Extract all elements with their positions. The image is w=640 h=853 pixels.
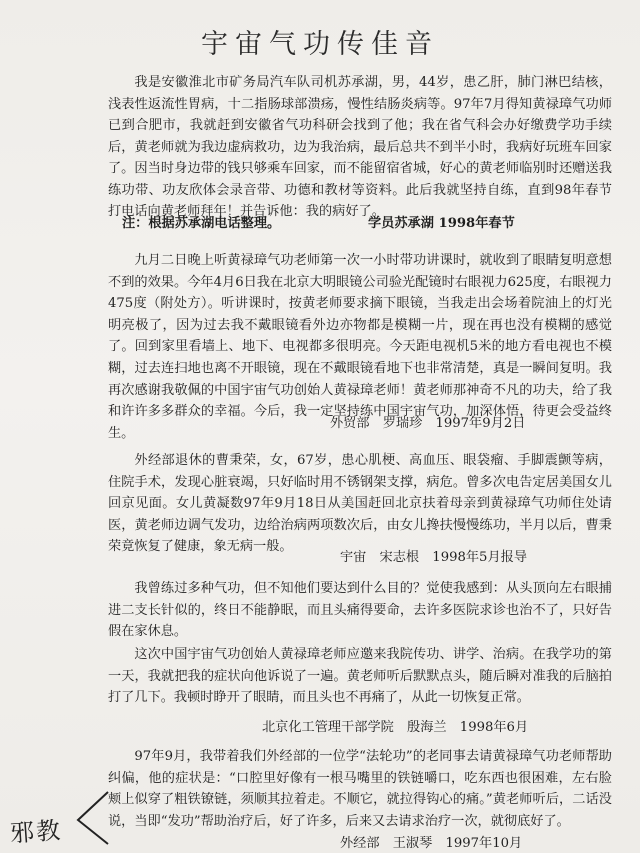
testimonial-4-paragraph-2: 这次中国宇宙气功创始人黄禄璋老师应邀来我院传功、讲学、治病。在我学功的第一天，我就把我的症状向他诉说了一遍。黄老师听后默默点头，随后瞬对准我的后脑拍打了几下。我顿时睁开了眼睛，而且头也不再痛了，从此一切恢复正常。 [108,647,612,706]
testimonial-5-signature: 外经部 王淑琴 1997年10月 [340,836,523,851]
handwritten-margin-annotation: 邪教 [9,816,64,848]
testimonial-2-paragraph: 九月二日晚上听黄禄璋气功老师第一次一小时带功讲课时，就收到了眼睛复明意想不到的效果。今年4月6日我在北京大明眼镜公司验光配镜时右眼视力625度，右眼视力475度（附处方）。听讲课时，按黄老师要求摘下眼镜，当我走出会场着院油上的灯光明亮极了，因为过去我不戴眼镜看外边亦物都是模糊一片，现在再也没有模糊的感觉了。回到家里看墙上、地下、电视都多很明亮。今天距电视机5米的地方看电视也不模糊，过去连扫地也离不开眼镜，现在不戴眼镜看地下也非常清楚，真是一瞬间复明。我再次感谢我敬佩的中国宇宙气功创始人黄禄璋老师！黄老师那神奇不凡的功夫，给了我和许许多多群众的幸福。今后，我一定坚持练中国宇宙气功，加深体悟，待更会受益终生。 [108,253,612,441]
testimonial-2-signature: 外贸部 罗瑞珍 1997年9月2日 [330,416,526,431]
testimonial-3-paragraph: 外经部退休的曹秉荣，女，67岁，患心肌梗、高血压、眼袋瘤、手脚震颤等病，住院手术，发现心脏衰竭，只好临时用不锈钢架支撑，病危。曾多次电告定居美国女儿回京见面。女儿黄凝数97年9月18日从美国赶回北京扶着母亲到黄禄璋气功师住处请医，黄老师边调气发功，边给治病两项数次后，由女儿搀扶慢慢练功，半月以后，曹秉荣竟恢复了健康，象无病一般。 [108,453,612,555]
testimonial-1-signature: 学员苏承湖 1998年春节 [368,216,515,231]
testimonial-4-paragraph-1: 我曾练过多种气功，但不知他们要达到什么目的？觉使我感到：从头顶向左右眼捕进二支长针似的，终日不能静眠，而且头痛得要命，去许多医院求诊也治不了，只好告假在家休息。 [108,581,612,640]
testimonial-5-paragraph: 97年9月，我带着我们外经部的一位学“法轮功”的老同事去请黄禄璋气功老师帮助纠偏，他的症状是：“口腔里好像有一根马嘴里的铁链嚼口，吃东西也很困难，左右脸颊上似穿了粗铁镣链，须顺其拉着走。不顺它，就拉得钩心的痛。”黄老师听后，二话没说，当即“发功”帮助治疗后，好了许多，后来又去请求治疗一次，就彻底好了。 [108,749,612,829]
testimonial-1-paragraph-2: 因当时身边带的钱只够乘车回家，而不能留宿省城，好心的黄老师临别时还赠送我练功带、功友欣体会录音带、功德和教材等资料。此后我就坚持自练，直到98年春节打电话向黄老师拜年！并告诉他：我的病好了。 [108,161,612,220]
testimonial-1-paragraph-1: 我是安徽淮北市矿务局汽车队司机苏承湖，男，44岁，患乙肝，肺门淋巴结核，浅表性返流性胃病，十二指肠球部溃疡，慢性结肠炎病等。97年7月得知黄禄璋气功师已到合肥市，我就赶到安徽省气功科研会找到了他；我在省气科会办好缴费学功手续后，黄老师就为我边虚病救功，边为我治病，最后总共不到半小时，我病好玩班车回家了。 [108,75,612,177]
testimonial-1-note: 注：根据苏承湖电话整理。 [122,216,281,231]
page-title: 宇宙气功传佳音 [201,29,439,60]
testimonial-4-signature: 北京化工管理干部学院 殷海兰 1998年6月 [262,720,529,735]
testimonial-3-signature: 宇宙 宋志根 1998年5月报导 [340,550,528,565]
bracket-icon [72,790,112,846]
